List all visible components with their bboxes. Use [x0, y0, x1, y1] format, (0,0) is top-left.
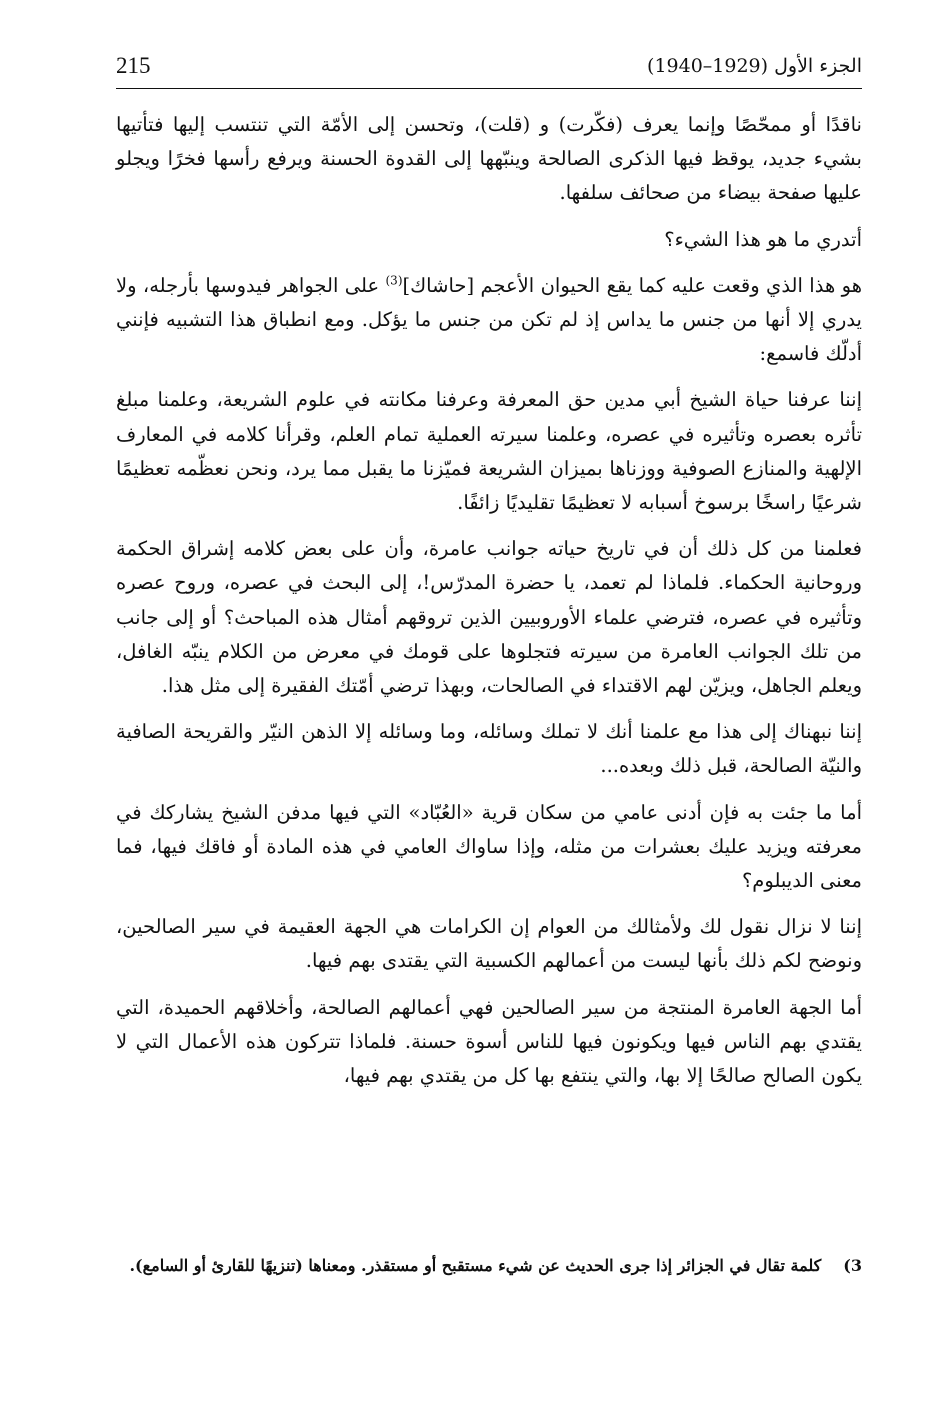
footnote	[116, 1251, 862, 1281]
paragraph-2: أتدري ما هو هذا الشيء؟	[664, 227, 862, 251]
footnote-text: كلمة تقال في الجزائر إذا جرى الحديث عن شيء مستقبح أو مستقذر. ومعناها (تنزيهًا للقارئ أو السامع).	[129, 1256, 822, 1275]
paragraph-9: أما الجهة العامرة المنتجة من سير الصالحين فهي أعمالهم الصالحة، وأخلاقهم الحميدة، التي يقتدي بهم الناس فيها ويكونون فيها للناس أسوة حسنة. فلماذا تتركون هذه الأعمال التي لا يكون الصالح صالحًا إلا بها، والتي ينتفع بها كل من يقتدي بهم فيها،	[116, 995, 862, 1088]
paragraph-4: إننا عرفنا حياة الشيخ أبي مدين حق المعرفة وعرفنا مكانته في علوم الشريعة، وعلمنا مبلغ تأثره بعصره وتأثيره في عصره، وعلمنا سيرته العملية تمام العلم، وقرأنا كلامه في المعارف الإلهية والمنازع الصوفية ووزناها بميزان الشريعة فميّزنا ما يقبل مما يرد، ونحن نعظّمه تعظيمًا شرعيًا راسخًا برسوخ أسبابه لا تعظيمًا تقليديًا زائفًا.	[116, 388, 862, 515]
paragraph-3	[116, 269, 862, 372]
page-number: 215	[116, 53, 151, 78]
paragraph-1: ناقدًا أو ممحّصًا وإنما يعرف (فكّرت) و (قلت)، وتحسن إلى الأمّة التي تنتسب إليها فتأتيها بشيء جديد، يوقظ فيها الذكرى الصالحة وينبّهها إلى القدوة الحسنة ويرفع رأسها فخرًا ويجلو عليها صفحة بيضاء من صحائف سلفها.	[116, 113, 862, 205]
body-text	[116, 108, 862, 1105]
paragraph-7: أما ما جئت به فإن أدنى عامي من سكان قرية «العُبّاد» التي فيها مدفن الشيخ يشاركك في معرفته ويزيد عليك بعشرات من مثله، وإذا ساواك العامي في هذه المادة أو فاقك فيها، فما معنى الديبلوم؟	[116, 800, 862, 893]
page-header	[116, 40, 862, 80]
paragraph-3-before: هو هذا الذي وقعت عليه كما يقع الحيوان الأعجم [حاشاك]	[402, 273, 862, 297]
footnote-number: 3)	[843, 1256, 862, 1275]
paragraph-8: إننا لا نزال نقول لك ولأمثالك من العوام إن الكرامات هي الجهة العقيمة في سير الصالحين، ونوضح لكم ذلك بأنها ليست من أعمالهم الكسبية التي يقتدى بهم فيها.	[116, 915, 862, 973]
paragraph-3-after: على الجواهر فيدوسها بأرجله، ولا يدري إلا أنها من جنس ما يداس إذ لم تكن من جنس ما يؤكل. ومع انطباق هذا التشبيه فإنني أدلّك فاسمع:	[116, 273, 862, 366]
footnote-reference[interactable]: (3)	[385, 273, 403, 288]
header-rule	[116, 88, 862, 89]
paragraph-5: فعلمنا من كل ذلك أن في تاريخ حياته جوانب عامرة، وأن على بعض كلامه إشراق الحكمة وروحانية الحكماء. فلماذا لم تعمد، يا حضرة المدرّس!، إلى البحث في عصره، وروح عصره وتأثيره في عصره، فترضي علماء الأوروبيين الذين تروقهم أمثال هذه المباحث؟ أو إلى جانب من تلك الجوانب العامرة من سيرته فتجلوها على قومك في معرض من الكلام ينبّه الغافل، ويعلم الجاهل، ويزيّن لهم الاقتداء في الصالحات، وبهذا ترضي أمّتك الفقيرة إلى مثل هذا.	[116, 537, 862, 698]
running-head: الجزء الأول (1929–1940)	[647, 55, 862, 77]
paragraph-6: إننا نبهناك إلى هذا مع علمنا أنك لا تملك وسائله، وما وسائله إلا الذهن النيّر والقريحة الصافية والنيّة الصالحة، قبل ذلك وبعده...	[116, 720, 862, 778]
